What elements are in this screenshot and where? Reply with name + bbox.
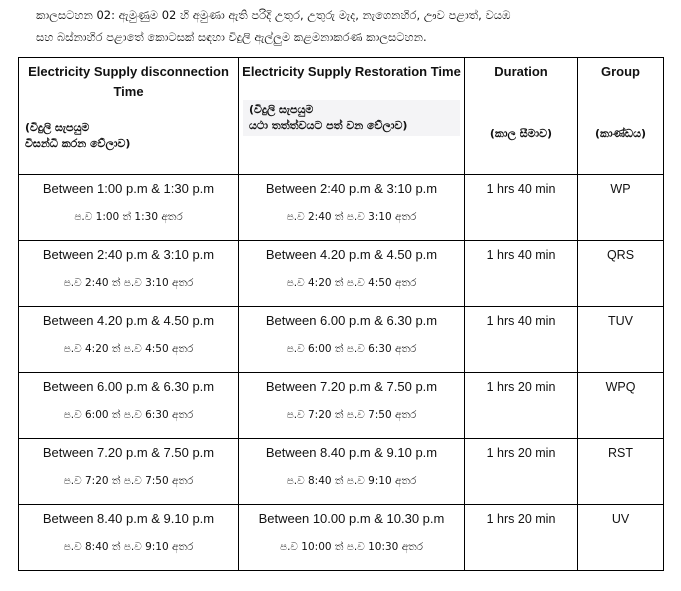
intro-line-1: කාලසටහන 02: ඇමුණුම 02 හි අමුණා ඇති පරිදි උතුර, උතුරු මැද, නැගෙනහිර, ඌව පළාත්, වයඹ	[36, 8, 511, 22]
header-restoration-en: Electricity Supply Restoration Time	[242, 64, 461, 79]
duration-cell	[465, 241, 578, 307]
restoration-time-en: Between 2:40 p.m & 3:10 p.m	[265, 181, 438, 196]
restoration-cell	[239, 373, 465, 439]
table-row	[19, 241, 664, 307]
disconnection-time-si: ප.ව 8:40 ත් ප.ව 9:10 අතර	[63, 541, 194, 553]
disconnection-cell	[19, 241, 239, 307]
header-group	[578, 58, 664, 175]
disconnection-cell	[19, 307, 239, 373]
restoration-time-si: ප.ව 7:20 ත් ප.ව 7:50 අතර	[286, 409, 417, 421]
restoration-cell	[239, 175, 465, 241]
duration-value: 1 hrs 20 min	[486, 512, 556, 526]
restoration-time-en: Between 8.40 p.m & 9.10 p.m	[265, 445, 438, 460]
restoration-cell	[239, 505, 465, 571]
header-group-en: Group	[601, 64, 640, 79]
header-row	[19, 58, 664, 175]
group-value: TUV	[608, 314, 633, 328]
duration-cell	[465, 439, 578, 505]
group-value: WP	[610, 182, 631, 196]
disconnection-time-en: Between 4.20 p.m & 4.50 p.m	[42, 313, 215, 328]
disconnection-time-en: Between 1:00 p.m & 1:30 p.m	[42, 181, 215, 196]
disconnection-time-en: Between 6.00 p.m & 6.30 p.m	[42, 379, 215, 394]
disconnection-time-si: ප.ව 6:00 ත් ප.ව 6:30 අතර	[63, 409, 194, 421]
group-cell	[578, 505, 664, 571]
restoration-time-en: Between 6.00 p.m & 6.30 p.m	[265, 313, 438, 328]
header-restoration-time	[239, 58, 465, 175]
duration-cell	[465, 307, 578, 373]
table-row	[19, 505, 664, 571]
disconnection-cell	[19, 175, 239, 241]
header-duration-en: Duration	[494, 64, 548, 79]
header-restoration-si-line1: (විදුලි සැපයුම	[249, 103, 314, 116]
restoration-cell	[239, 307, 465, 373]
table-row	[19, 373, 664, 439]
disconnection-cell	[19, 439, 239, 505]
group-value: RST	[608, 446, 633, 460]
header-duration	[465, 58, 578, 175]
group-cell	[578, 175, 664, 241]
duration-value: 1 hrs 20 min	[486, 380, 556, 394]
disconnection-time-en: Between 8.40 p.m & 9.10 p.m	[42, 511, 215, 526]
group-value: WPQ	[605, 380, 636, 394]
group-cell	[578, 439, 664, 505]
duration-cell	[465, 175, 578, 241]
header-disconnection-en: Electricity Supply disconnection Time	[28, 64, 229, 99]
duration-value: 1 hrs 20 min	[486, 446, 556, 460]
disconnection-cell	[19, 505, 239, 571]
disconnection-time-en: Between 7.20 p.m & 7.50 p.m	[42, 445, 215, 460]
header-disconnection-si-line1: (විදුලි සැපයුම	[25, 121, 90, 134]
intro-line-2: සහ බස්නාහිර පළාතේ කොටසක් සඳහා විදුලි ඇල්ලුම කළමනාකරණ කාලසටහන.	[36, 30, 427, 44]
header-group-si: (කාණ්ඩය)	[594, 127, 647, 140]
disconnection-time-si: ප.ව 4:20 ත් ප.ව 4:50 අතර	[63, 343, 194, 355]
restoration-time-en: Between 7.20 p.m & 7.50 p.m	[265, 379, 438, 394]
group-value: UV	[611, 512, 630, 526]
table-row	[19, 175, 664, 241]
header-duration-si: (කාල සීමාව)	[489, 127, 553, 140]
restoration-time-si: ප.ව 8:40 ත් ප.ව 9:10 අතර	[286, 475, 417, 487]
disconnection-time-si: ප.ව 1:00 ත් 1:30 අතර	[74, 211, 183, 223]
duration-value: 1 hrs 40 min	[486, 182, 556, 196]
restoration-time-en: Between 4.20 p.m & 4.50 p.m	[265, 247, 438, 262]
table-row	[19, 307, 664, 373]
restoration-cell	[239, 439, 465, 505]
duration-cell	[465, 373, 578, 439]
intro-paragraph	[36, 4, 666, 48]
restoration-time-si: ප.ව 10:00 ත් ප.ව 10:30 අතර	[279, 541, 424, 553]
group-value: QRS	[606, 248, 635, 262]
group-cell	[578, 241, 664, 307]
restoration-time-si: ප.ව 2:40 ත් ප.ව 3:10 අතර	[286, 211, 417, 223]
restoration-time-en: Between 10.00 p.m & 10.30 p.m	[258, 511, 445, 526]
schedule-table	[18, 57, 664, 571]
group-cell	[578, 307, 664, 373]
header-disconnection-si-line2: විසන්ධි කරන වේලාව)	[25, 137, 131, 150]
disconnection-time-si: ප.ව 2:40 ත් ප.ව 3:10 අතර	[63, 277, 194, 289]
header-restoration-si	[243, 100, 460, 136]
duration-value: 1 hrs 40 min	[486, 248, 556, 262]
disconnection-time-en: Between 2:40 p.m & 3:10 p.m	[42, 247, 215, 262]
duration-cell	[465, 505, 578, 571]
group-cell	[578, 373, 664, 439]
restoration-time-si: ප.ව 6:00 ත් ප.ව 6:30 අතර	[286, 343, 417, 355]
restoration-time-si: ප.ව 4:20 ත් ප.ව 4:50 අතර	[286, 277, 417, 289]
disconnection-time-si: ප.ව 7:20 ත් ප.ව 7:50 අතර	[63, 475, 194, 487]
header-disconnection-time	[19, 58, 239, 175]
header-restoration-si-line2: යථා තත්ත්වයට පත් වන වේලාව)	[249, 119, 408, 132]
duration-value: 1 hrs 40 min	[486, 314, 556, 328]
header-disconnection-si	[19, 120, 238, 152]
table-row	[19, 439, 664, 505]
disconnection-cell	[19, 373, 239, 439]
restoration-cell	[239, 241, 465, 307]
